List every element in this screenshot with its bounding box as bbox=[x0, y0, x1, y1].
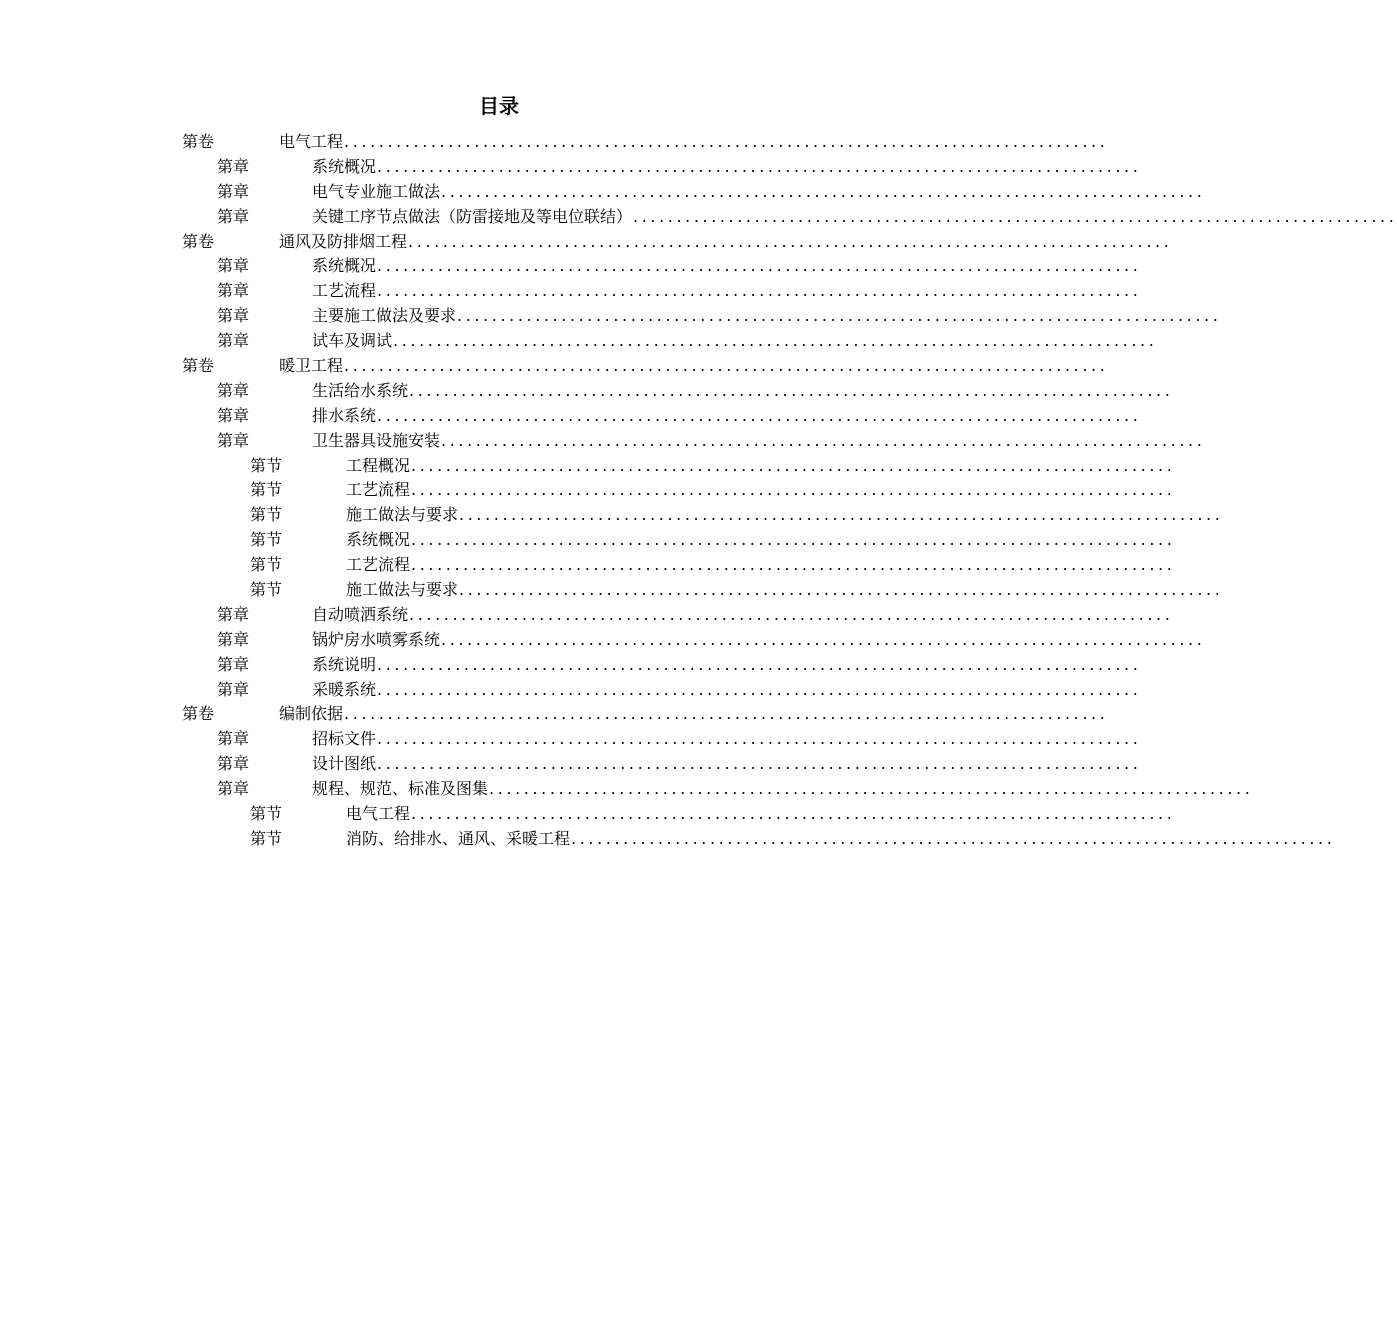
toc-entry-prefix: 第卷 bbox=[182, 356, 215, 376]
toc-entry[interactable] bbox=[0, 205, 1397, 230]
dot-leader: ........................................................................................ bbox=[377, 679, 1142, 699]
toc-entry[interactable] bbox=[0, 304, 1222, 329]
toc-entry-prefix: 第节 bbox=[250, 804, 283, 824]
toc-entry-body bbox=[312, 304, 1222, 329]
dot-leader: ........................................................................................ bbox=[411, 480, 1176, 500]
toc-entry[interactable] bbox=[0, 478, 1176, 503]
toc-entry-body bbox=[312, 155, 1142, 180]
toc-entry[interactable] bbox=[0, 553, 1176, 578]
toc-entry-prefix: 第节 bbox=[250, 455, 283, 475]
toc-entry[interactable] bbox=[0, 578, 1224, 603]
toc-entry-body bbox=[312, 653, 1142, 678]
toc-entry-title: 生活给水系统 bbox=[312, 380, 409, 400]
toc-entry-title: 工程概况 bbox=[346, 455, 411, 475]
dot-leader: ........................................................................................ bbox=[441, 430, 1206, 450]
toc-entry-title: 关键工序节点做法（防雷接地及等电位联结） bbox=[312, 206, 633, 226]
toc-entry-body bbox=[312, 254, 1142, 279]
toc-entry-title: 电气工程 bbox=[346, 804, 411, 824]
toc-entry[interactable] bbox=[0, 130, 1109, 155]
toc-entry-body bbox=[279, 130, 1109, 155]
toc-entry[interactable] bbox=[0, 230, 1173, 255]
toc-entry-prefix: 第节 bbox=[250, 828, 283, 848]
toc-entry-title: 自动喷洒系统 bbox=[312, 604, 409, 624]
toc-list bbox=[0, 130, 1397, 852]
toc-entry-title: 规程、规范、标准及图集 bbox=[312, 779, 489, 799]
toc-entry[interactable] bbox=[0, 653, 1142, 678]
toc-entry-prefix: 第章 bbox=[217, 629, 250, 649]
toc-title: 目录 bbox=[479, 94, 519, 118]
toc-entry-prefix: 第章 bbox=[217, 430, 250, 450]
toc-entry-title: 施工做法与要求 bbox=[346, 505, 459, 525]
toc-entry[interactable] bbox=[0, 528, 1176, 553]
toc-entry-prefix: 第卷 bbox=[182, 704, 215, 724]
dot-leader: ........................................................................................ bbox=[409, 380, 1174, 400]
dot-leader: ........................................................................................ bbox=[344, 132, 1109, 151]
toc-entry[interactable] bbox=[0, 802, 1176, 827]
dot-leader: ........................................................................................ bbox=[459, 505, 1224, 525]
toc-entry[interactable] bbox=[0, 827, 1336, 852]
toc-entry[interactable] bbox=[0, 379, 1174, 404]
toc-entry-body bbox=[312, 205, 1397, 230]
toc-entry[interactable] bbox=[0, 454, 1176, 479]
toc-entry-body bbox=[346, 553, 1176, 578]
dot-leader: ........................................................................................ bbox=[377, 156, 1142, 176]
toc-entry-prefix: 第节 bbox=[250, 530, 283, 550]
toc-entry[interactable] bbox=[0, 752, 1142, 777]
toc-entry-title: 主要施工做法及要求 bbox=[312, 306, 457, 326]
toc-entry-body bbox=[346, 478, 1176, 503]
dot-leader: ........................................................................................ bbox=[377, 754, 1142, 774]
toc-entry[interactable] bbox=[0, 503, 1224, 528]
dot-leader: ........................................................................................ bbox=[377, 729, 1142, 749]
toc-entry-body bbox=[312, 279, 1142, 304]
toc-entry-title: 暖卫工程 bbox=[279, 356, 344, 376]
toc-entry-prefix: 第章 bbox=[217, 779, 250, 799]
toc-entry-title: 通风及防排烟工程 bbox=[279, 231, 408, 251]
toc-entry-prefix: 第节 bbox=[250, 505, 283, 525]
toc-entry[interactable] bbox=[0, 254, 1142, 279]
toc-entry[interactable] bbox=[0, 628, 1206, 653]
toc-entry-body bbox=[279, 702, 1109, 727]
dot-leader: ........................................................................................ bbox=[408, 231, 1173, 251]
toc-entry-prefix: 第章 bbox=[217, 281, 250, 301]
toc-entry-prefix: 第卷 bbox=[182, 231, 215, 251]
toc-entry-body bbox=[312, 379, 1174, 404]
toc-entry-title: 招标文件 bbox=[312, 729, 377, 749]
toc-entry-title: 工艺流程 bbox=[346, 480, 411, 500]
toc-entry-body bbox=[312, 752, 1142, 777]
dot-leader: ........................................................................................ bbox=[377, 281, 1142, 301]
toc-entry-title: 工艺流程 bbox=[312, 281, 377, 301]
toc-entry-prefix: 第节 bbox=[250, 555, 283, 575]
toc-entry-title: 设计图纸 bbox=[312, 754, 377, 774]
toc-entry-prefix: 第节 bbox=[250, 480, 283, 500]
toc-entry-body bbox=[312, 180, 1206, 205]
dot-leader: ........................................................................................ bbox=[344, 704, 1109, 724]
toc-entry-body bbox=[312, 603, 1174, 628]
toc-entry-prefix: 第章 bbox=[217, 206, 250, 226]
dot-leader: ........................................................................................ bbox=[441, 629, 1206, 649]
toc-entry-prefix: 第章 bbox=[217, 256, 250, 276]
toc-entry-title: 消防、给排水、通风、采暖工程 bbox=[346, 828, 571, 848]
toc-entry-title: 卫生器具设施安装 bbox=[312, 430, 441, 450]
toc-entry-prefix: 第章 bbox=[217, 754, 250, 774]
toc-entry-body bbox=[312, 727, 1142, 752]
toc-entry-prefix: 第章 bbox=[217, 181, 250, 201]
toc-entry-title: 电气专业施工做法 bbox=[312, 181, 441, 201]
toc-entry-title: 施工做法与要求 bbox=[346, 580, 459, 600]
toc-entry-body bbox=[346, 454, 1176, 479]
toc-entry-body bbox=[312, 628, 1206, 653]
dot-leader: ........................................................................................ bbox=[571, 828, 1336, 848]
toc-entry-title: 系统概况 bbox=[312, 156, 377, 176]
toc-entry-title: 系统概况 bbox=[346, 530, 411, 550]
toc-entry[interactable] bbox=[0, 777, 1254, 802]
toc-entry-prefix: 第章 bbox=[217, 156, 250, 176]
toc-entry-title: 电气工程 bbox=[279, 132, 344, 151]
toc-entry[interactable] bbox=[0, 180, 1206, 205]
toc-entry[interactable] bbox=[0, 678, 1142, 703]
toc-entry[interactable] bbox=[0, 702, 1109, 727]
toc-entry[interactable] bbox=[0, 727, 1142, 752]
toc-entry[interactable] bbox=[0, 404, 1142, 429]
dot-leader: ........................................................................................ bbox=[411, 555, 1176, 575]
dot-leader: ........................................................................................ bbox=[409, 604, 1174, 624]
toc-entry[interactable] bbox=[0, 155, 1142, 180]
toc-entry[interactable] bbox=[0, 329, 1158, 354]
toc-entry-prefix: 第章 bbox=[217, 654, 250, 674]
toc-entry-prefix: 第章 bbox=[217, 380, 250, 400]
dot-leader: ........................................................................................ bbox=[411, 530, 1176, 550]
toc-entry-prefix: 第章 bbox=[217, 604, 250, 624]
toc-entry-prefix: 第卷 bbox=[182, 132, 215, 151]
dot-leader: ........................................................................................ bbox=[441, 181, 1206, 201]
toc-entry-title: 系统说明 bbox=[312, 654, 377, 674]
toc-entry-body bbox=[346, 827, 1336, 852]
toc-entry-title: 锅炉房水喷雾系统 bbox=[312, 629, 441, 649]
toc-entry-body bbox=[346, 528, 1176, 553]
dot-leader: ........................................................................................ bbox=[344, 356, 1109, 376]
toc-entry-body bbox=[312, 404, 1142, 429]
dot-leader: ........................................................................................ bbox=[633, 206, 1397, 226]
toc-entry-prefix: 第章 bbox=[217, 729, 250, 749]
dot-leader: ........................................................................................ bbox=[411, 804, 1176, 824]
toc-entry-prefix: 第章 bbox=[217, 306, 250, 326]
dot-leader: ........................................................................................ bbox=[377, 405, 1142, 425]
toc-entry-prefix: 第节 bbox=[250, 580, 283, 600]
toc-entry-title: 试车及调试 bbox=[312, 331, 393, 351]
toc-entry-title: 工艺流程 bbox=[346, 555, 411, 575]
toc-entry-body bbox=[312, 329, 1158, 354]
toc-entry-body bbox=[346, 578, 1224, 603]
toc-entry-body bbox=[279, 354, 1109, 379]
toc-entry-prefix: 第章 bbox=[217, 679, 250, 699]
toc-entry[interactable] bbox=[0, 429, 1206, 454]
toc-entry-title: 采暖系统 bbox=[312, 679, 377, 699]
toc-entry-prefix: 第章 bbox=[217, 405, 250, 425]
dot-leader: ........................................................................................ bbox=[377, 654, 1142, 674]
toc-entry-title: 排水系统 bbox=[312, 405, 377, 425]
dot-leader: ........................................................................................ bbox=[377, 256, 1142, 276]
toc-entry[interactable] bbox=[0, 354, 1109, 379]
toc-entry-body bbox=[312, 429, 1206, 454]
toc-entry-prefix: 第章 bbox=[217, 331, 250, 351]
toc-entry-title: 系统概况 bbox=[312, 256, 377, 276]
toc-entry-body bbox=[312, 777, 1254, 802]
dot-leader: ........................................................................................ bbox=[457, 306, 1222, 326]
toc-entry-title: 编制依据 bbox=[279, 704, 344, 724]
toc-entry-body bbox=[346, 503, 1224, 528]
dot-leader: ........................................................................................ bbox=[393, 331, 1158, 351]
dot-leader: ........................................................................................ bbox=[411, 455, 1176, 475]
dot-leader: ........................................................................................ bbox=[489, 779, 1254, 799]
toc-entry[interactable] bbox=[0, 279, 1142, 304]
toc-entry-body bbox=[279, 230, 1173, 255]
toc-entry-body bbox=[312, 678, 1142, 703]
dot-leader: ........................................................................................ bbox=[459, 580, 1224, 600]
toc-entry[interactable] bbox=[0, 603, 1174, 628]
toc-entry-body bbox=[346, 802, 1176, 827]
